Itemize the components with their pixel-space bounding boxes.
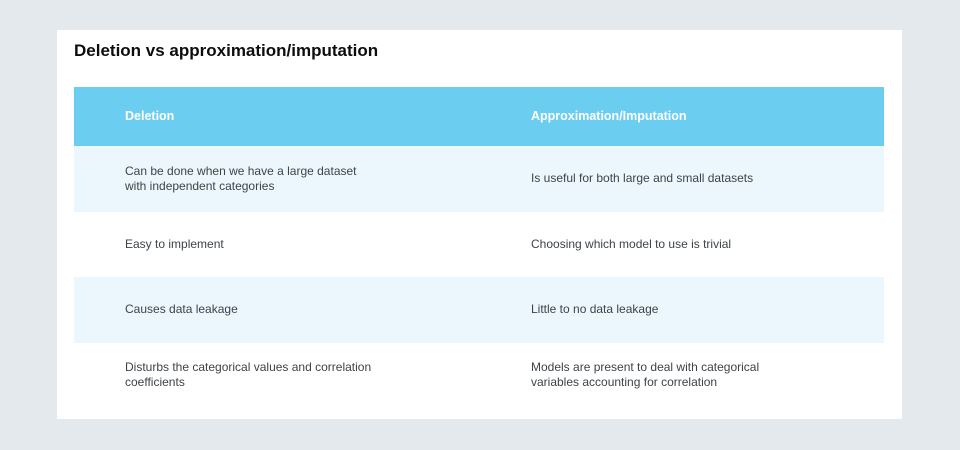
table-cell-deletion: Easy to implement [125, 236, 224, 251]
table-header-row [74, 87, 884, 146]
table-row [74, 146, 884, 212]
table-row [74, 277, 884, 343]
table-cell-approximation: Models are present to deal with categorical variables accounting for correlation [531, 360, 760, 390]
header-cell-approximation: Approximation/Imputation [531, 109, 687, 123]
table-cell-approximation: Little to no data leakage [531, 302, 659, 317]
table-cell-deletion: Disturbs the categorical values and correlation coefficients [125, 360, 372, 390]
table-row [74, 343, 884, 409]
table-cell-deletion: Causes data leakage [125, 302, 238, 317]
table-row [74, 212, 884, 278]
table-cell-approximation: Is useful for both large and small datasets [531, 171, 754, 186]
comparison-table [74, 87, 884, 408]
content-card [57, 30, 902, 419]
page-title: Deletion vs approximation/imputation [74, 41, 379, 60]
table-cell-deletion: Can be done when we have a large dataset with independent categories [125, 163, 357, 193]
header-cell-deletion: Deletion [125, 109, 175, 123]
table-cell-approximation: Choosing which model to use is trivial [531, 236, 732, 251]
